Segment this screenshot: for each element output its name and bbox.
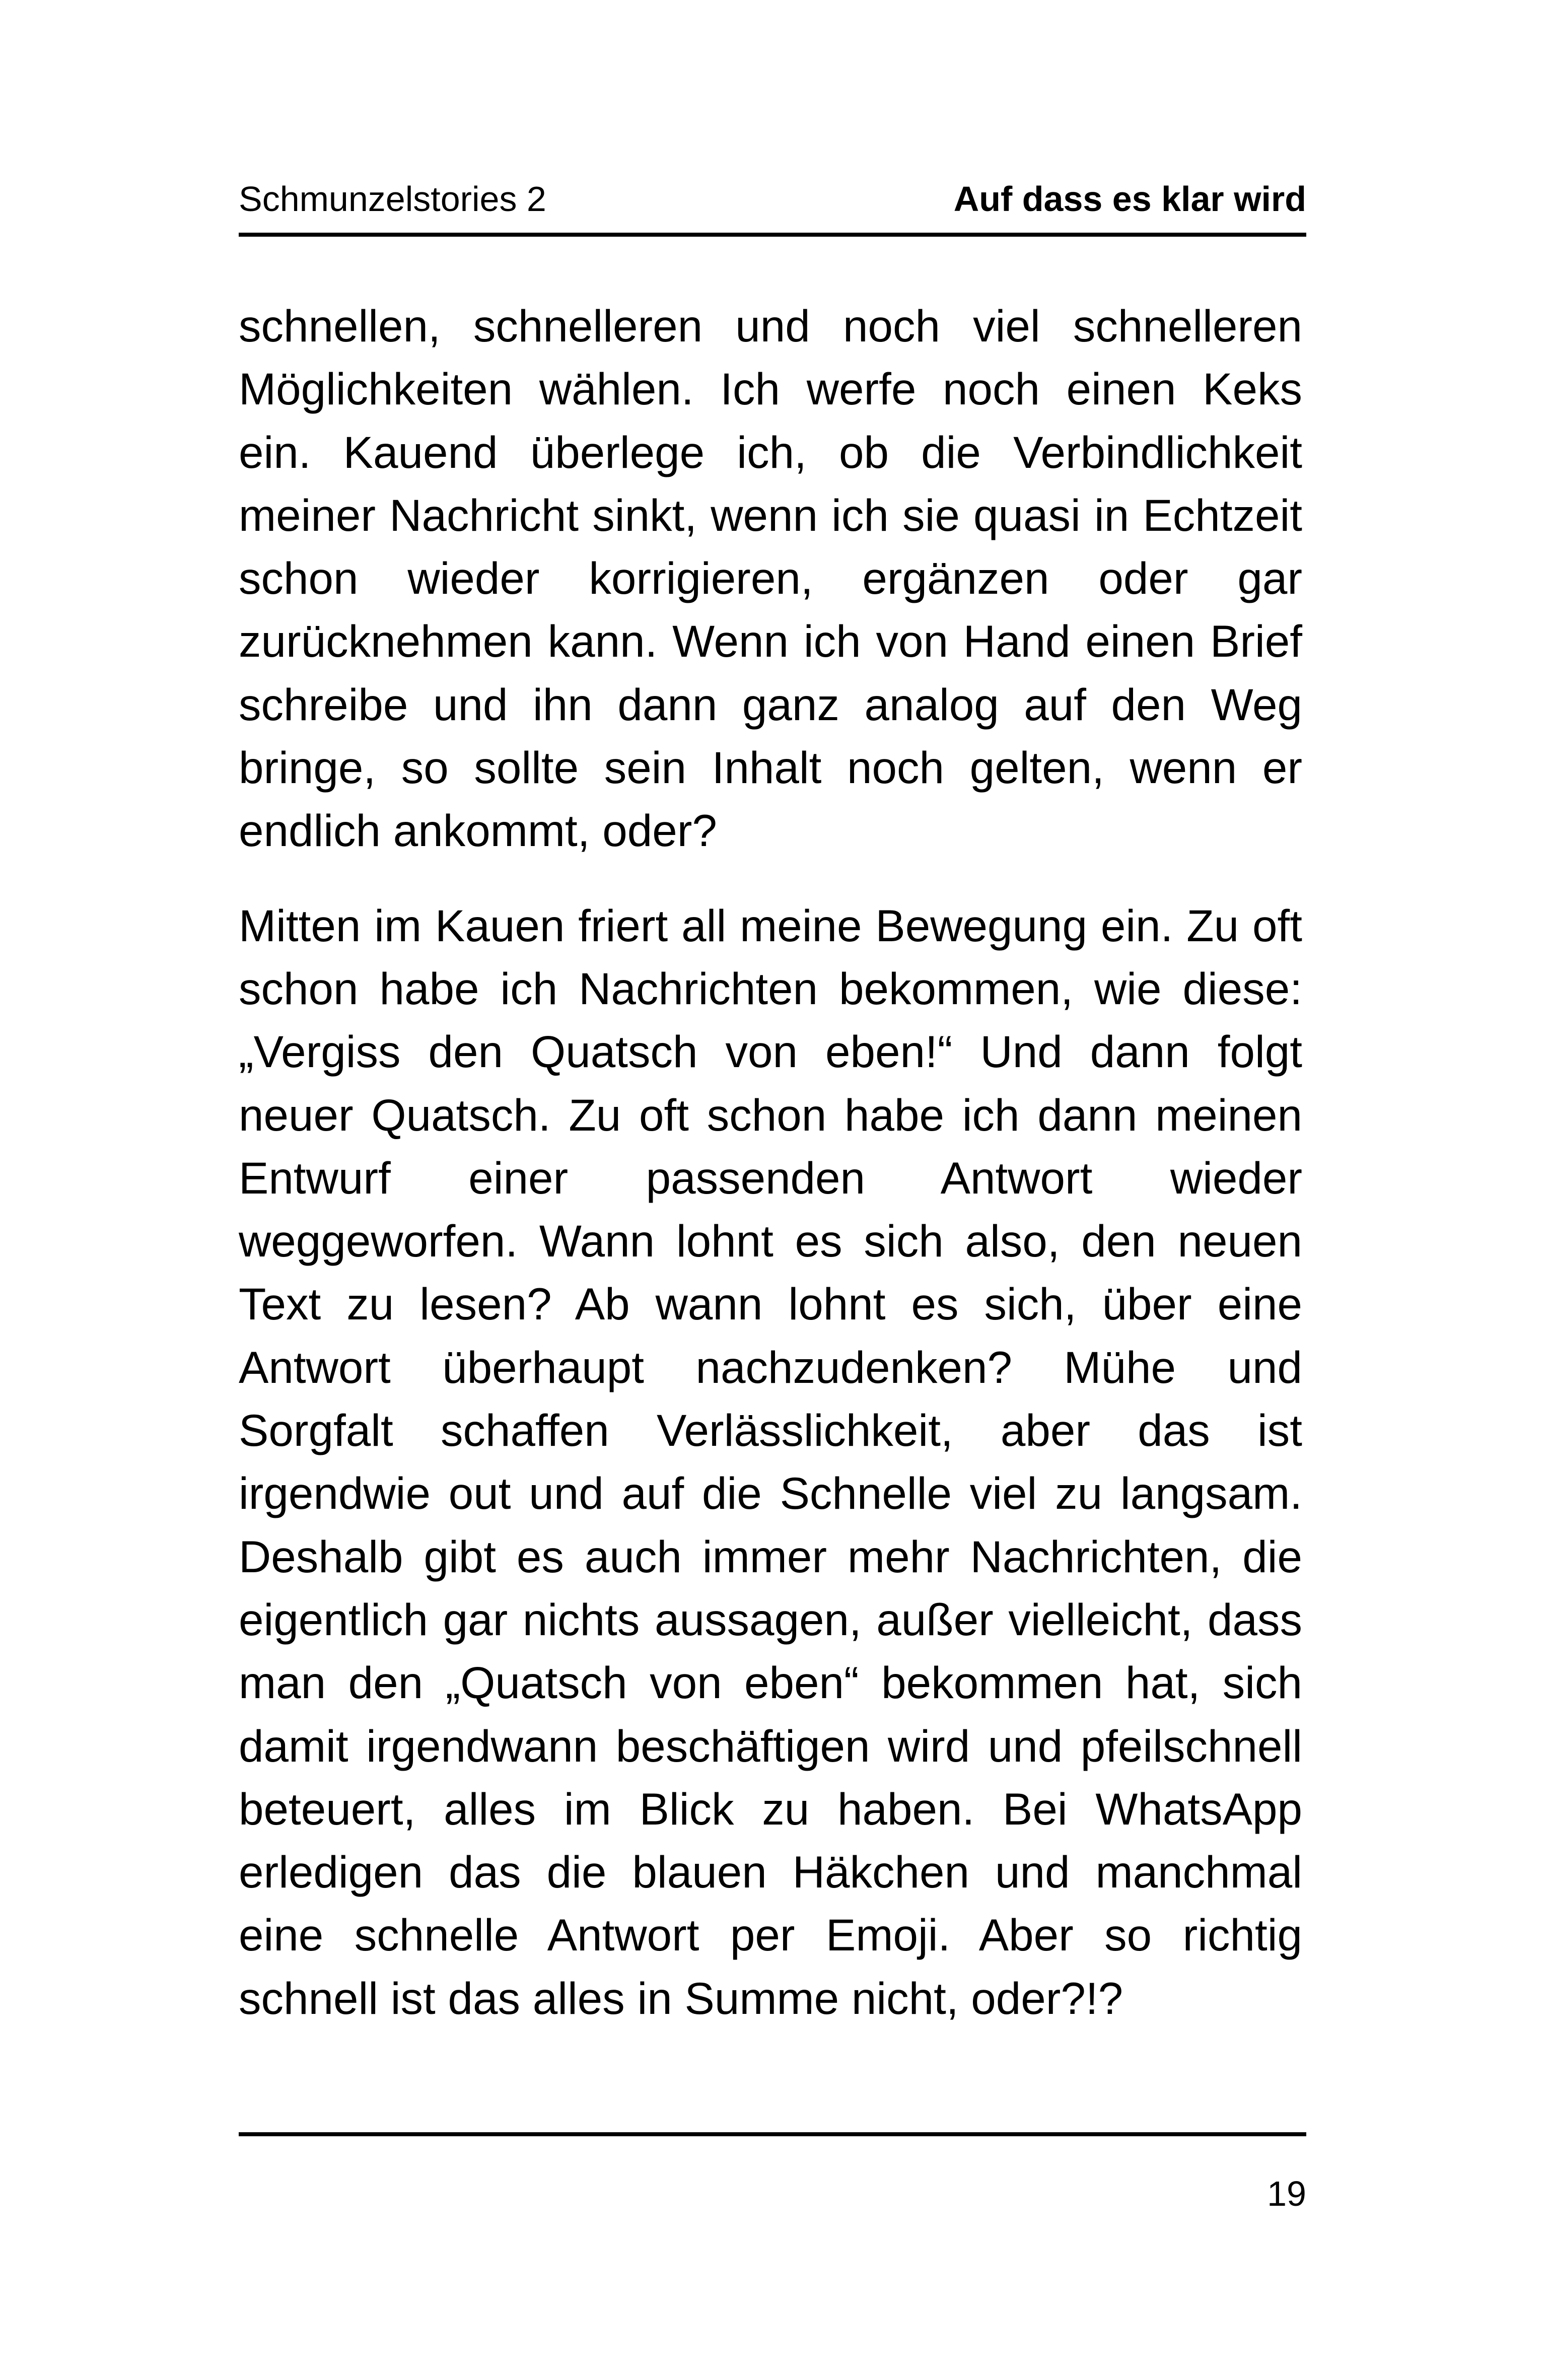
body-text — [239, 295, 1302, 2030]
header-rule — [239, 233, 1306, 237]
footer-rule — [239, 2132, 1306, 2136]
paragraph-1: schnellen, schnelleren und noch viel schnelleren Möglichkeiten wählen. Ich werfe noch einen Keks ein. Kauend überlege ich, ob die Verbindlichkeit meiner Nachricht sinkt, wenn ich sie quasi in Echtzeit schon wieder korrigieren, ergänzen oder gar zurücknehmen kann. Wenn ich von Hand einen Brief schreibe und ihn dann ganz analog auf den Weg bringe, so sollte sein Inhalt noch gelten, wenn er endlich ankommt, oder? — [239, 301, 1302, 856]
running-header — [239, 179, 1306, 219]
paragraph-2: Mitten im Kauen friert all meine Bewegung ein. Zu oft schon habe ich Nachrichten bekommen, wie diese: „Vergiss den Quatsch von eben!“ Und dann folgt neuer Quatsch. Zu oft schon habe ich dann meinen Entwurf einer passenden Antwort wieder weggeworfen. Wann lohnt es sich also, den neuen Text zu lesen? Ab wann lohnt es sich, über eine Antwort überhaupt nachzudenken? Mühe und Sorgfalt schaffen Verlässlichkeit, aber das ist irgendwie out und auf die Schnelle viel zu langsam. Deshalb gibt es auch immer mehr Nachrichten, die eigentlich gar nichts aussagen, außer vielleicht, dass man den „Quatsch von eben“ bekommen hat, sich damit irgendwann beschäftigen wird und pfeilschnell beteuert, alles im Blick zu haben. Bei WhatsApp erledigen das die blauen Häkchen und manchmal eine schnelle Antwort per Emoji. Aber so richtig schnell ist das alles in Summe nicht, oder?!? — [239, 900, 1302, 2023]
page-number: 19 — [1267, 2174, 1306, 2213]
chapter-title: Auf dass es klar wird — [953, 179, 1306, 219]
book-title: Schmunzelstories 2 — [239, 179, 546, 219]
